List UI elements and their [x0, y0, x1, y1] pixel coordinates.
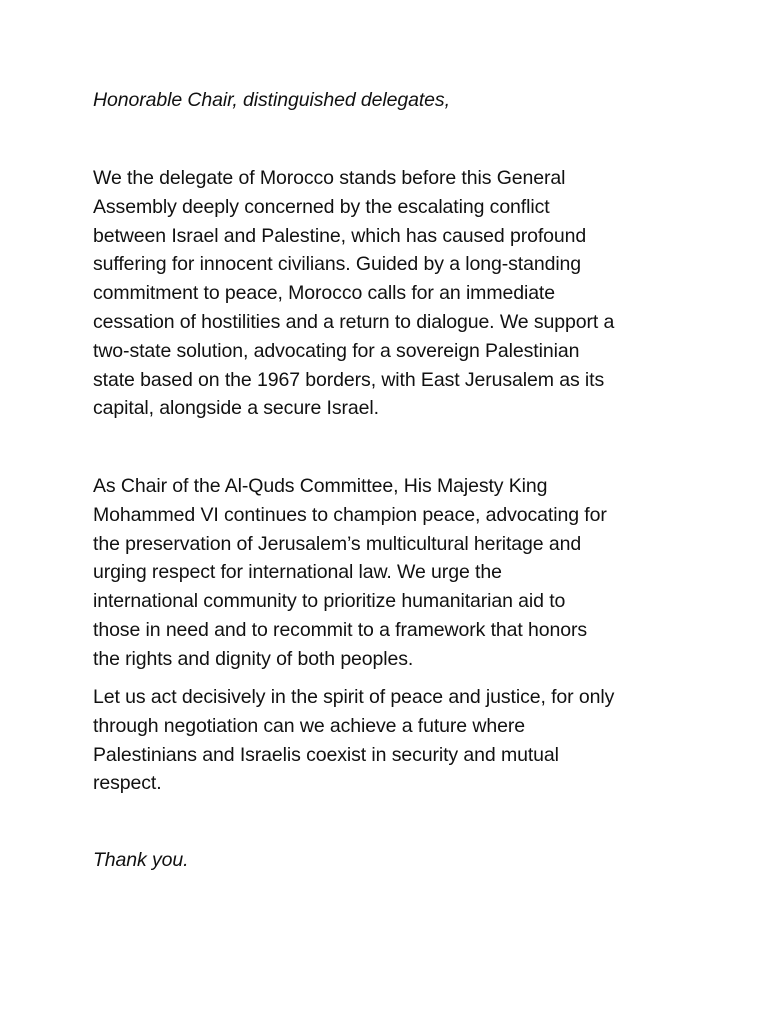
- paragraph-line: We the delegate of Morocco stands before this General: [93, 167, 566, 189]
- paragraph-line: Assembly deeply concerned by the escalating conflict: [93, 195, 550, 218]
- paragraph-line: Mohammed VI continues to champion peace, advocating for: [93, 503, 607, 526]
- paragraph-line: state based on the 1967 borders, with East Jerusalem as its: [93, 368, 605, 391]
- closing-text: Thank you.: [93, 849, 189, 871]
- paragraph-call-to-action: [93, 683, 683, 798]
- paragraph-line: Let us act decisively in the spirit of peace and justice, for only: [93, 686, 615, 708]
- closing: [93, 846, 683, 875]
- paragraph-line: commitment to peace, Morocco calls for an immediate: [93, 282, 555, 305]
- paragraph-line: between Israel and Palestine, which has caused profound: [93, 224, 587, 247]
- paragraph-line: Palestinians and Israelis coexist in security and mutual: [93, 743, 559, 766]
- paragraph-line: respect.: [93, 772, 162, 795]
- paragraph-line: cessation of hostilities and a return to dialogue. We support a: [93, 310, 615, 333]
- paragraph-line: international community to prioritize humanitarian aid to: [93, 590, 566, 613]
- paragraph-line: the rights and dignity of both peoples.: [93, 647, 414, 670]
- paragraph-line: the preservation of Jerusalem’s multicultural heritage and: [93, 532, 582, 555]
- paragraph-line: urging respect for international law. We urge the: [93, 561, 502, 584]
- paragraph-line: suffering for innocent civilians. Guided by a long-standing: [93, 253, 582, 276]
- paragraph-line: capital, alongside a secure Israel.: [93, 397, 379, 420]
- paragraph-line: those in need and to recommit to a framework that honors: [93, 618, 588, 641]
- paragraph-line: through negotiation can we achieve a future where: [93, 714, 525, 737]
- paragraph-al-quds-committee: [93, 472, 683, 674]
- salutation-text: Honorable Chair, distinguished delegates,: [93, 89, 450, 111]
- paragraph-morocco-position: [93, 164, 683, 423]
- salutation: [93, 86, 683, 115]
- paragraph-line: two-state solution, advocating for a sovereign Palestinian: [93, 339, 580, 362]
- paragraph-line: As Chair of the Al-Quds Committee, His Majesty King: [93, 475, 548, 497]
